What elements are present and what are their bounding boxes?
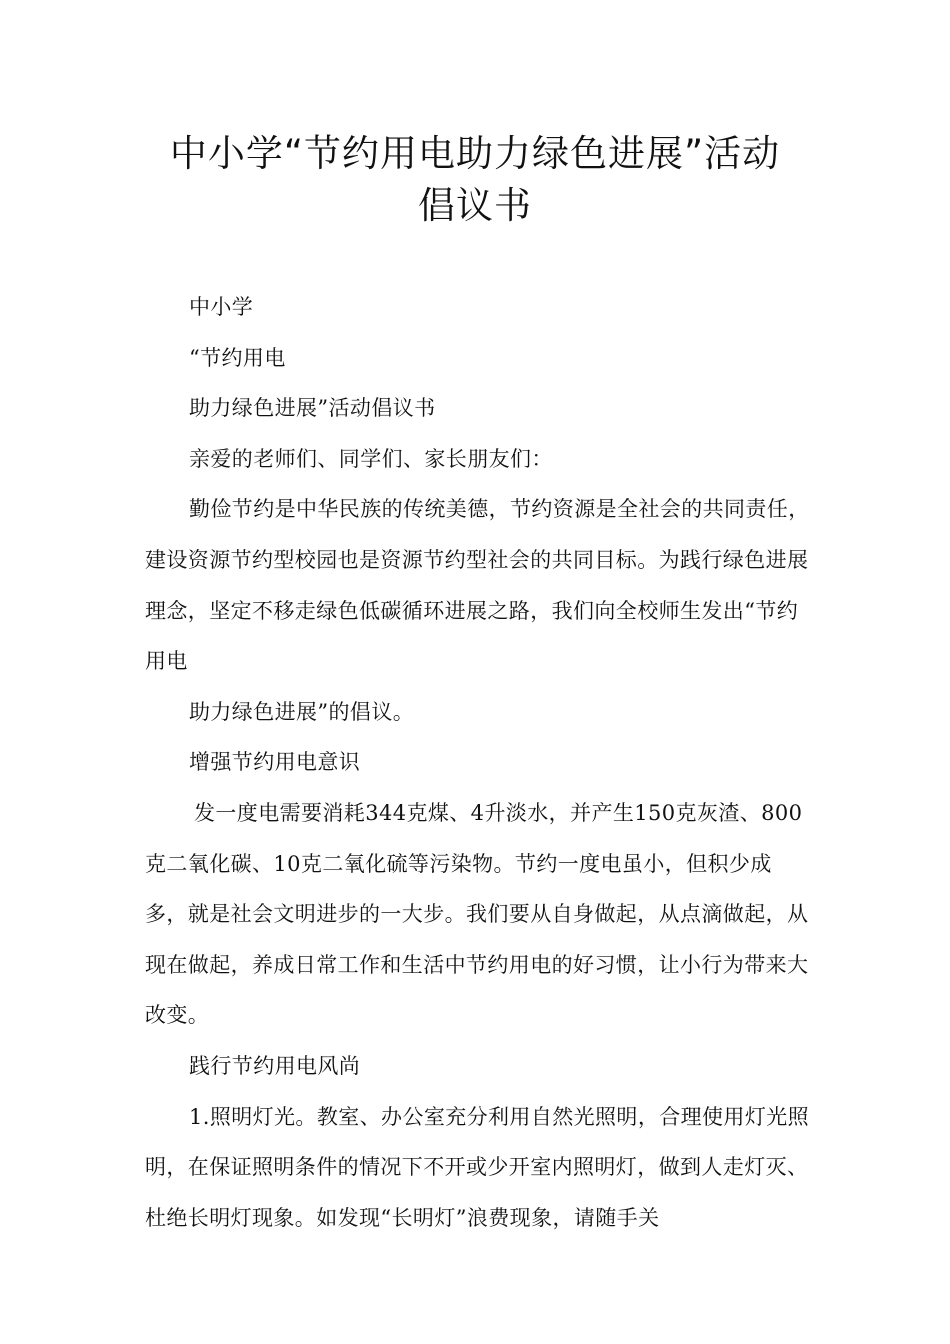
paragraph-initiative: 助力绿色进展”的倡议。 <box>189 699 415 724</box>
section-heading-awareness: 增强节约用电意识 <box>189 750 361 775</box>
paragraph-lighting: 1.照明灯光。教室、办公室充分利用自然光照明，合理使用灯光照明，在保证照明条件的情况下不开或少开室内照明灯，做到人走灯灭、杜绝长明灯现象。如发现“长明灯”浪费现象，请随手关 <box>145 1104 810 1230</box>
document-title-line-1: 中小学“节约用电助力绿色进展”活动 <box>169 132 781 175</box>
paragraph-electricity-consumption: 发一度电需要消耗344克煤、4升淡水，并产生150克灰渣、800克二氧化碳、10克二氧化硫等污染物。节约一度电虽小，但积少成多，就是社会文明进步的一大步。我们要从自身做起，从点滴做起，从现在做起，养成日常工作和生活中节约用电的好习惯，让小行为带来大改变。 <box>145 800 809 1028</box>
document-title-line-2: 倡议书 <box>418 184 532 227</box>
document-body <box>145 282 810 1243</box>
paragraph-introduction: 勤俭节约是中华民族的传统美德，节约资源是全社会的共同责任，建设资源节约型校园也是资源节约型社会的共同目标。为践行绿色进展理念，坚定不移走绿色低碳循环进展之路，我们向全校师生发出“节约用电 <box>145 497 810 674</box>
paragraph-title-part-1: “节约用电 <box>189 345 286 370</box>
paragraph-title-part-2: 助力绿色进展”活动倡议书 <box>189 396 436 421</box>
paragraph-school: 中小学 <box>189 295 254 319</box>
paragraph-salutation: 亲爱的老师们、同学们、家长朋友们： <box>189 446 553 471</box>
section-heading-practice: 践行节约用电风尚 <box>189 1053 361 1078</box>
